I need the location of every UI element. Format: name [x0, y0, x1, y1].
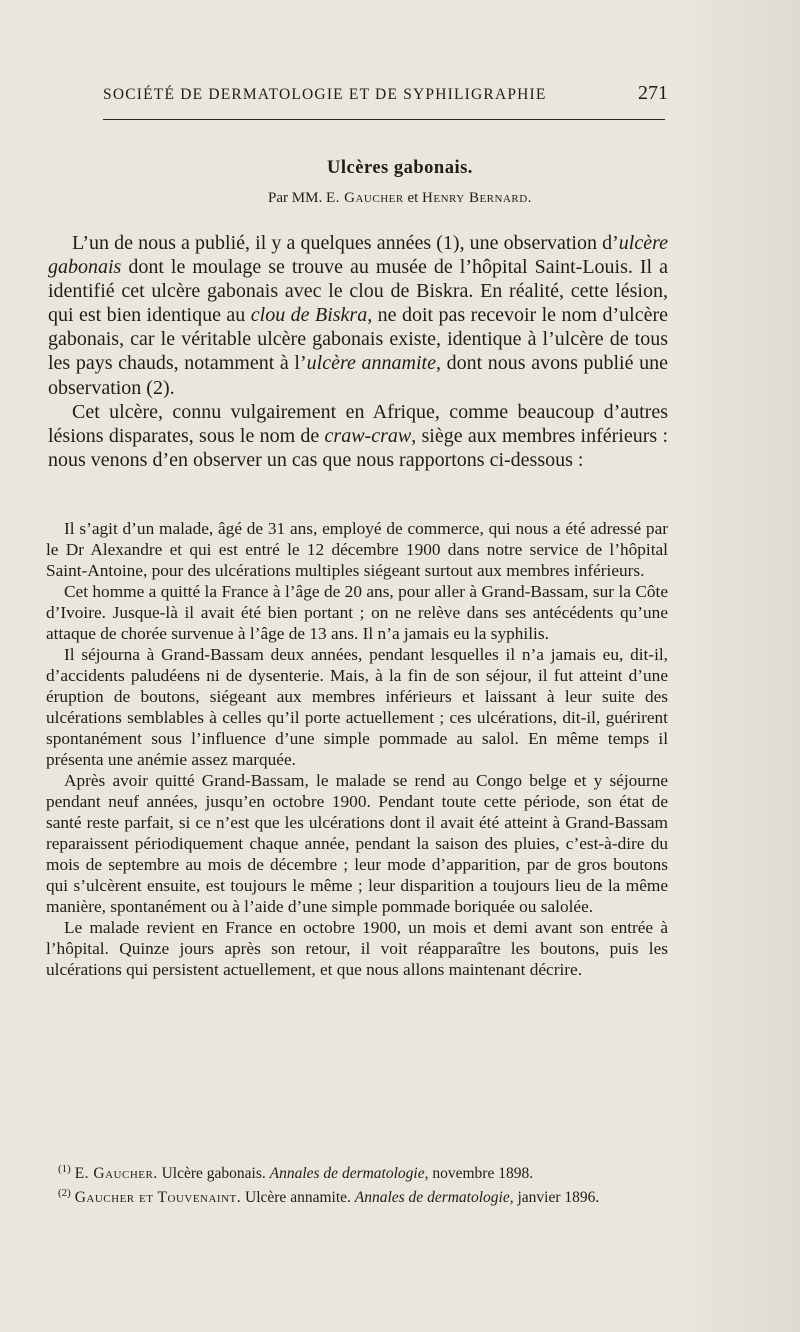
text-run: L’un de nous a publié, il y a quelques années (1), une observation d’	[72, 232, 619, 254]
italic-term: ulcère annamite	[306, 352, 436, 375]
italic-term: ulcère gabonais	[48, 232, 668, 279]
footnote-mark: (1)	[58, 1163, 71, 1175]
intro-paragraph-1	[48, 231, 668, 400]
footnote-date: novembre 1898.	[428, 1165, 534, 1183]
case-observation	[46, 518, 668, 980]
footnote-journal: Annales de dermatologie,	[354, 1189, 514, 1207]
running-header	[103, 82, 668, 112]
footnote-mark: (2)	[58, 1187, 71, 1200]
footnote-author: E. Gaucher.	[74, 1165, 158, 1183]
observation-paragraph: Cet homme a quitté la France à l’âge de 20 ans, pour aller à Grand-Bassam, sur la Côte d’Ivoire. Jusque-là il avait été bien portant ; on ne relève dans ses antécédents qu’une attaque de chorée survenue à l’âge de 13 ans. Il n’a jamais eu la syphilis.	[46, 582, 668, 643]
italic-term: clou de Biskra	[250, 304, 368, 327]
footnote-title: Ulcère gabonais.	[157, 1165, 270, 1183]
running-title: SOCIÉTÉ DE DERMATOLOGIE ET DE SYPHILIGRAPHIE	[103, 86, 547, 103]
article-title: Ulcères gabonais.	[327, 158, 473, 178]
footnote-journal: Annales de dermatologie,	[269, 1165, 429, 1183]
byline-joiner: et	[407, 190, 419, 206]
observation-paragraph: Après avoir quitté Grand-Bassam, le malade se rend au Congo belge et y séjourne pendant neuf années, jusqu’en octobre 1900. Pendant toute cette période, son état de santé reste parfait, si ce n’est que les ulcérations dont il avait été atteint à Grand-Bassam reparaissent périodiquement chaque année, pendant la saison des pluies, c’est-à-dire du mois de septembre au mois de décembre ; leur mode d’apparition, par de gros boutons qui s’ulcèrent ensuite, est toujours le même ; leur disparition a toujours lieu de la même manière, spontanément ou à l’aide d’une simple pommade boriquée ou salolée.	[46, 771, 668, 916]
footnote-2	[46, 1184, 668, 1207]
text-run: , dont nous avons publié une observation (2).	[48, 352, 668, 399]
page-number: 271	[638, 82, 668, 104]
author-bernard: Henry Bernard.	[422, 190, 532, 206]
text-run: dont le moulage se trouve au musée de l’hôpital Saint-Louis. Il a identifié cet ulcère gabonais avec le clou de Biskra. En réalité, cette lésion, qui est bien identique au	[48, 256, 668, 327]
footnote-date: janvier 1896.	[513, 1189, 600, 1207]
observation-paragraph: Le malade revient en France en octobre 1900, un mois et demi avant son entrée à l’hôpital. Quinze jours après son retour, il voit réapparaître les boutons, puis les ulcérations qui persistent actuellement, et que nous allons maintenant décrire.	[46, 918, 668, 979]
header-rule	[103, 119, 665, 120]
footnote-author: Gaucher et Touvenaint.	[74, 1189, 242, 1207]
byline-prefix: Par MM.	[268, 190, 323, 206]
observation-paragraph: Il s’agit d’un malade, âgé de 31 ans, employé de commerce, qui nous a été adressé par le Dr Alexandre et qui est entré le 12 décembre 1900 dans notre service de l’hôpital Saint-Antoine, pour des ulcérations multiples siégeant surtout aux membres inférieurs.	[46, 519, 668, 580]
text-run: , siège aux membres inférieurs : nous venons d’en observer un cas que nous rapportons ci-dessous :	[48, 424, 669, 471]
text-run: Cet ulcère, connu vulgairement en Afrique, comme beaucoup d’autres lésions disparates, sous le nom de	[48, 400, 668, 447]
introduction	[48, 231, 668, 472]
intro-paragraph-2	[48, 400, 668, 472]
footnote-1	[46, 1160, 668, 1183]
italic-term: craw-craw	[324, 424, 412, 447]
observation-paragraph: Il séjourna à Grand-Bassam deux années, pendant lesquelles il n’a jamais eu, dit-il, d’accidents paludéens ni de dysenterie. Mais, à la fin de son séjour, il fut atteint d’une éruption de boutons, siégeant aux membres inférieurs et laissant à leur suite des ulcérations semblables à celles qu’il porte actuellement ; ces ulcérations, dit-il, guérirent spontanément sous l’influence d’une simple pommade au salol. En même temps il présenta une anémie assez marquée.	[46, 645, 668, 769]
footnotes	[46, 1160, 668, 1208]
footnote-title: Ulcère annamite.	[241, 1189, 355, 1207]
text-run: , ne doit pas recevoir le nom d’ulcère gabonais, car le véritable ulcère gabonais existe, identique à l’ulcère de tous les pays chauds, notamment à l’	[48, 304, 669, 375]
author-gaucher: E. Gaucher	[325, 190, 404, 206]
article-byline	[0, 190, 800, 207]
